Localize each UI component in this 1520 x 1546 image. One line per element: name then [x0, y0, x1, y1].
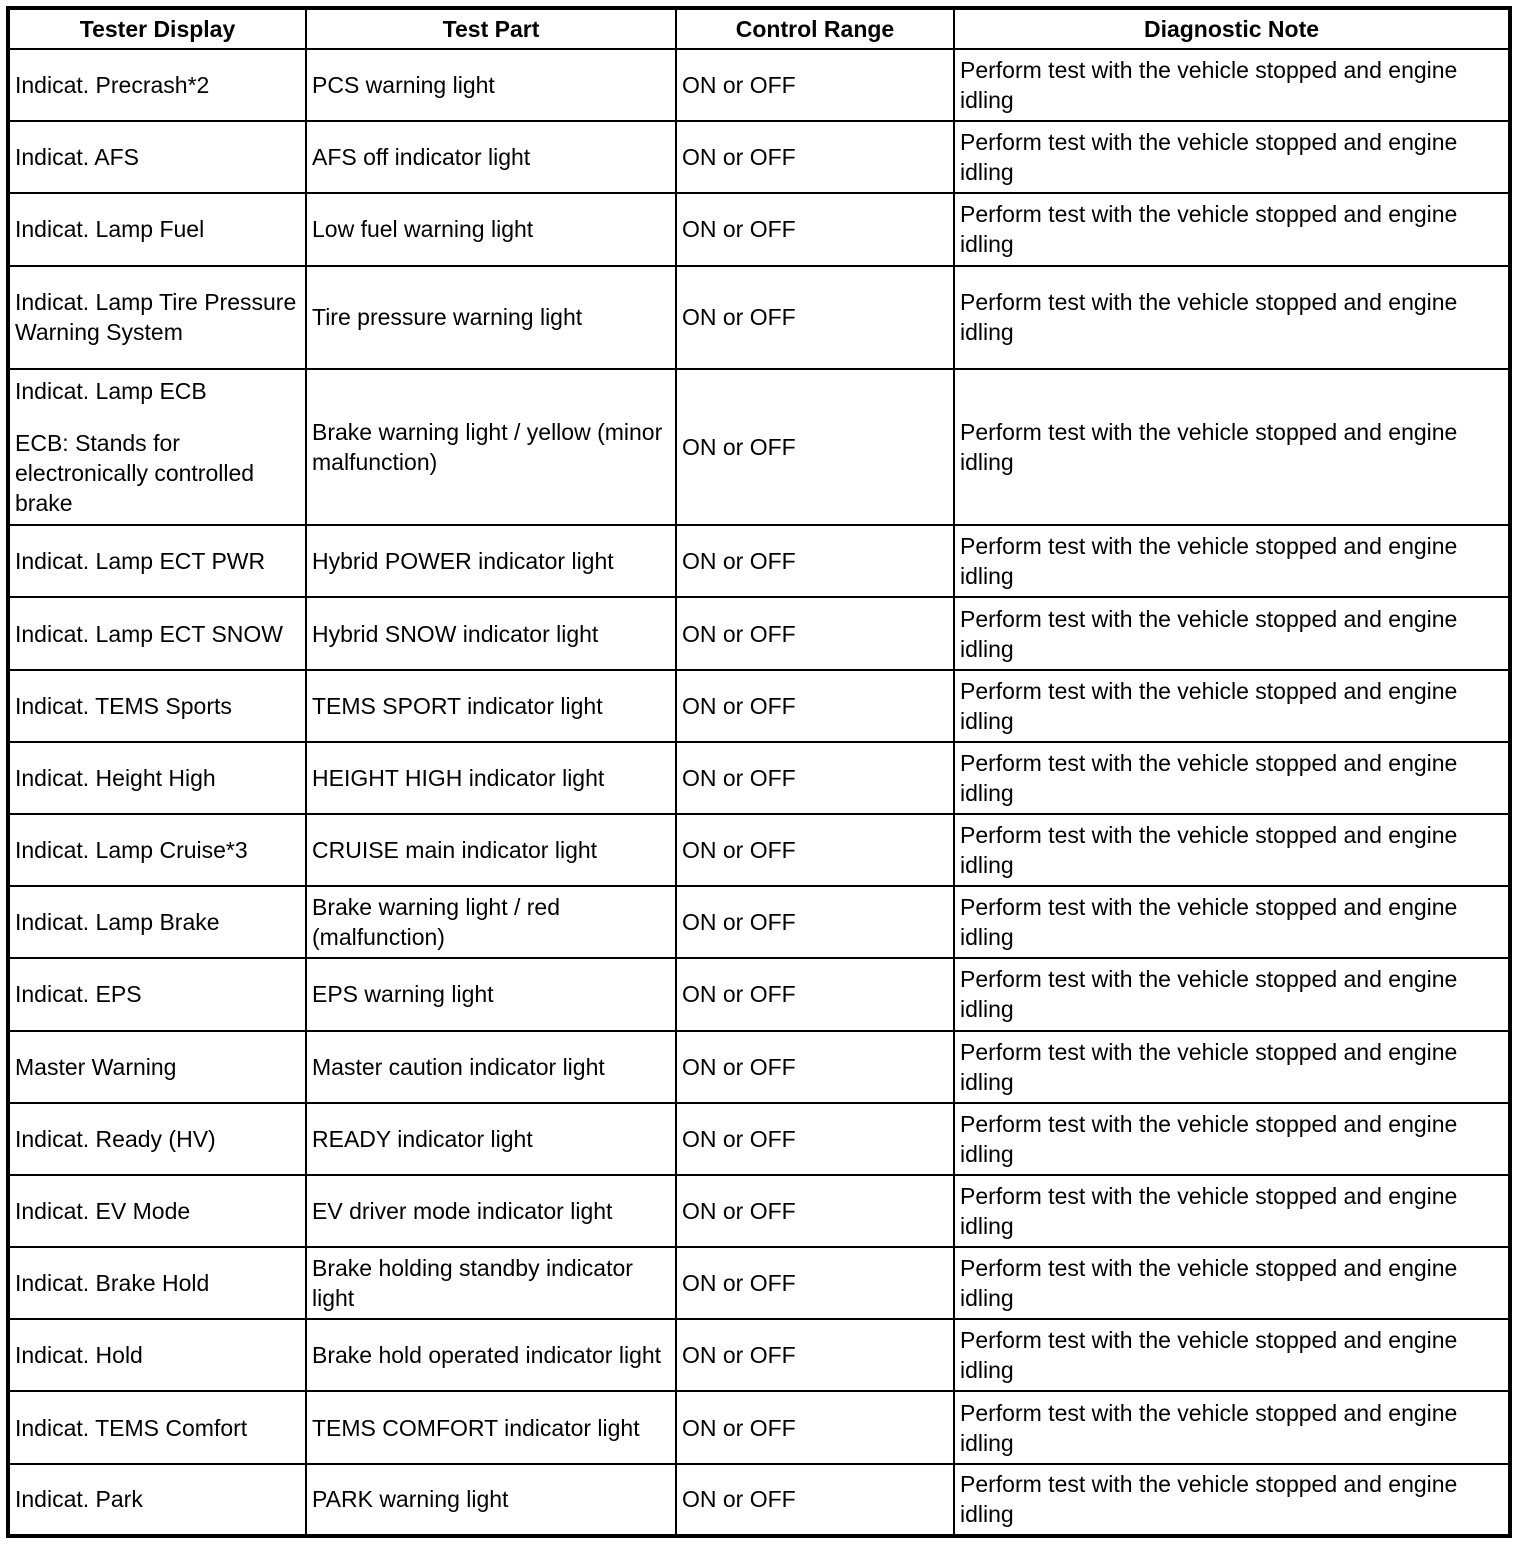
cell-tester-display — [8, 193, 306, 265]
cell-test-part: PCS warning light — [306, 49, 676, 121]
tester-display-text: Indicat. Lamp Brake — [15, 909, 220, 936]
cell-tester-display — [8, 1464, 306, 1536]
table-row — [8, 1175, 1510, 1247]
tester-display-text: Indicat. Lamp ECT PWR — [15, 548, 266, 575]
table-body — [8, 49, 1510, 1536]
tester-display-text: Indicat. Lamp Fuel — [15, 216, 205, 243]
header-control-range: Control Range — [676, 8, 954, 49]
table-row — [8, 814, 1510, 886]
cell-diagnostic-note: Perform test with the vehicle stopped and engine idling — [954, 670, 1510, 742]
table-row — [8, 525, 1510, 597]
table-row — [8, 958, 1510, 1030]
cell-diagnostic-note: Perform test with the vehicle stopped and engine idling — [954, 49, 1510, 121]
cell-tester-display — [8, 121, 306, 193]
cell-tester-display — [8, 525, 306, 597]
cell-tester-display — [8, 1103, 306, 1175]
cell-control-range: ON or OFF — [676, 121, 954, 193]
cell-tester-display — [8, 266, 306, 369]
cell-diagnostic-note: Perform test with the vehicle stopped and engine idling — [954, 266, 1510, 369]
table-row — [8, 121, 1510, 193]
table-row — [8, 369, 1510, 525]
cell-test-part: EPS warning light — [306, 958, 676, 1030]
cell-tester-display — [8, 1319, 306, 1391]
cell-tester-display — [8, 814, 306, 886]
cell-test-part: PARK warning light — [306, 1464, 676, 1536]
tester-display-footnote: ECB: Stands for electronically controlled brake — [15, 429, 255, 516]
cell-test-part: Low fuel warning light — [306, 193, 676, 265]
table-row — [8, 1031, 1510, 1103]
cell-tester-display — [8, 597, 306, 669]
cell-control-range: ON or OFF — [676, 597, 954, 669]
cell-tester-display — [8, 1031, 306, 1103]
cell-diagnostic-note: Perform test with the vehicle stopped and engine idling — [954, 886, 1510, 958]
cell-test-part: Brake warning light / red (malfunction) — [306, 886, 676, 958]
cell-control-range: ON or OFF — [676, 266, 954, 369]
cell-test-part: Hybrid POWER indicator light — [306, 525, 676, 597]
header-test-part: Test Part — [306, 8, 676, 49]
cell-control-range: ON or OFF — [676, 1103, 954, 1175]
tester-display-text: Indicat. Hold — [15, 1342, 143, 1369]
cell-control-range: ON or OFF — [676, 742, 954, 814]
header-row — [8, 8, 1510, 49]
cell-test-part: Hybrid SNOW indicator light — [306, 597, 676, 669]
cell-diagnostic-note: Perform test with the vehicle stopped and engine idling — [954, 1319, 1510, 1391]
cell-diagnostic-note: Perform test with the vehicle stopped and engine idling — [954, 1031, 1510, 1103]
cell-test-part: Brake holding standby indicator light — [306, 1247, 676, 1319]
cell-tester-display — [8, 1175, 306, 1247]
active-test-table — [6, 6, 1512, 1538]
cell-diagnostic-note: Perform test with the vehicle stopped and engine idling — [954, 1464, 1510, 1536]
cell-diagnostic-note: Perform test with the vehicle stopped and engine idling — [954, 958, 1510, 1030]
table-row — [8, 670, 1510, 742]
cell-diagnostic-note: Perform test with the vehicle stopped and engine idling — [954, 597, 1510, 669]
cell-test-part: Master caution indicator light — [306, 1031, 676, 1103]
table-row — [8, 597, 1510, 669]
cell-test-part: Brake hold operated indicator light — [306, 1319, 676, 1391]
cell-control-range: ON or OFF — [676, 1031, 954, 1103]
cell-diagnostic-note: Perform test with the vehicle stopped and engine idling — [954, 814, 1510, 886]
tester-display-text: Indicat. Lamp ECT SNOW — [15, 620, 283, 647]
cell-test-part: TEMS COMFORT indicator light — [306, 1391, 676, 1463]
table-row — [8, 49, 1510, 121]
cell-tester-display — [8, 49, 306, 121]
cell-test-part: Brake warning light / yellow (minor malfunction) — [306, 369, 676, 525]
cell-test-part: AFS off indicator light — [306, 121, 676, 193]
tester-display-text: Indicat. Park — [15, 1486, 143, 1513]
cell-diagnostic-note: Perform test with the vehicle stopped and engine idling — [954, 742, 1510, 814]
tester-display-text: Indicat. Brake Hold — [15, 1270, 210, 1297]
cell-control-range: ON or OFF — [676, 814, 954, 886]
cell-control-range: ON or OFF — [676, 49, 954, 121]
cell-diagnostic-note: Perform test with the vehicle stopped and engine idling — [954, 525, 1510, 597]
cell-control-range: ON or OFF — [676, 369, 954, 525]
table-row — [8, 886, 1510, 958]
cell-diagnostic-note: Perform test with the vehicle stopped and engine idling — [954, 1175, 1510, 1247]
table-row — [8, 193, 1510, 265]
cell-diagnostic-note: Perform test with the vehicle stopped and engine idling — [954, 1247, 1510, 1319]
table-row — [8, 1103, 1510, 1175]
cell-control-range: ON or OFF — [676, 1391, 954, 1463]
cell-control-range: ON or OFF — [676, 193, 954, 265]
cell-test-part: Tire pressure warning light — [306, 266, 676, 369]
cell-diagnostic-note: Perform test with the vehicle stopped and engine idling — [954, 1103, 1510, 1175]
cell-diagnostic-note: Perform test with the vehicle stopped and engine idling — [954, 193, 1510, 265]
cell-diagnostic-note: Perform test with the vehicle stopped and engine idling — [954, 369, 1510, 525]
cell-tester-display — [8, 886, 306, 958]
cell-control-range: ON or OFF — [676, 886, 954, 958]
cell-tester-display — [8, 958, 306, 1030]
tester-display-text: Indicat. Precrash*2 — [15, 72, 210, 99]
cell-tester-display — [8, 670, 306, 742]
tester-display-text: Master Warning — [15, 1053, 177, 1080]
table-row — [8, 1319, 1510, 1391]
cell-control-range: ON or OFF — [676, 1247, 954, 1319]
tester-display-text: Indicat. Height High — [15, 764, 216, 791]
cell-test-part: READY indicator light — [306, 1103, 676, 1175]
cell-control-range: ON or OFF — [676, 1464, 954, 1536]
header-tester-display: Tester Display — [8, 8, 306, 49]
cell-test-part: HEIGHT HIGH indicator light — [306, 742, 676, 814]
tester-display-text: Indicat. Lamp Cruise*3 — [15, 837, 248, 864]
cell-tester-display — [8, 1391, 306, 1463]
table-row — [8, 742, 1510, 814]
tester-display-text: Indicat. Lamp Tire Pressure Warning System — [15, 289, 297, 346]
tester-display-text: Indicat. TEMS Sports — [15, 692, 232, 719]
cell-tester-display — [8, 1247, 306, 1319]
cell-control-range: ON or OFF — [676, 958, 954, 1030]
table-row — [8, 266, 1510, 369]
table-row — [8, 1391, 1510, 1463]
cell-diagnostic-note: Perform test with the vehicle stopped and engine idling — [954, 121, 1510, 193]
cell-test-part: EV driver mode indicator light — [306, 1175, 676, 1247]
cell-test-part: TEMS SPORT indicator light — [306, 670, 676, 742]
cell-control-range: ON or OFF — [676, 1319, 954, 1391]
cell-control-range: ON or OFF — [676, 1175, 954, 1247]
tester-display-text: Indicat. AFS — [15, 144, 140, 171]
tester-display-text: Indicat. Ready (HV) — [15, 1125, 216, 1152]
tester-display-text: Indicat. Lamp ECB — [15, 377, 207, 404]
table-row — [8, 1247, 1510, 1319]
cell-control-range: ON or OFF — [676, 670, 954, 742]
cell-tester-display — [8, 369, 306, 525]
header-diagnostic-note: Diagnostic Note — [954, 8, 1510, 49]
table-row — [8, 1464, 1510, 1536]
tester-display-text: Indicat. EPS — [15, 981, 142, 1008]
cell-test-part: CRUISE main indicator light — [306, 814, 676, 886]
tester-display-text: Indicat. TEMS Comfort — [15, 1414, 248, 1441]
cell-tester-display — [8, 742, 306, 814]
tester-display-text: Indicat. EV Mode — [15, 1198, 191, 1225]
cell-diagnostic-note: Perform test with the vehicle stopped and engine idling — [954, 1391, 1510, 1463]
cell-control-range: ON or OFF — [676, 525, 954, 597]
